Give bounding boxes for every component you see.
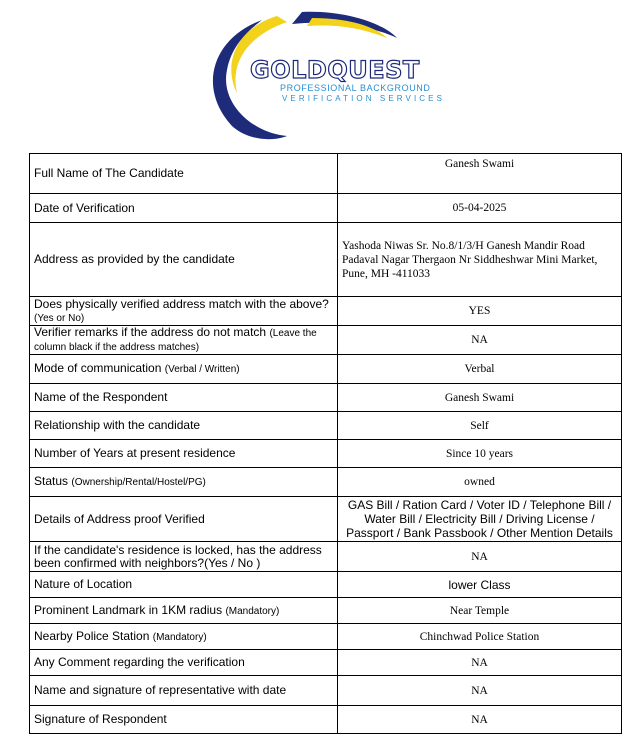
table-row (30, 412, 622, 440)
table-row (30, 194, 622, 223)
row-value: Near Temple (338, 598, 622, 624)
row-label-main: Mode of communication (34, 361, 162, 375)
table-row (30, 326, 622, 355)
table-row (30, 384, 622, 412)
row-label-note: (Mandatory) (152, 631, 207, 643)
row-label: Details of Address proof Verified (30, 497, 338, 542)
row-label (30, 326, 338, 355)
row-label: Number of Years at present residence (30, 440, 338, 468)
row-value: Ganesh Swami (338, 154, 622, 194)
table-row (30, 598, 622, 624)
row-value: NA (338, 542, 622, 572)
table-row (30, 706, 622, 734)
row-value: Since 10 years (338, 440, 622, 468)
row-value: lower Class (338, 572, 622, 598)
row-label-note: (Mandatory) (225, 605, 280, 617)
table-row (30, 650, 622, 676)
row-value: Yashoda Niwas Sr. No.8/1/3/H Ganesh Mandir Road Padaval Nagar Thergaon Nr Siddheshwar Mini Market, Pune, MH -411033 (338, 223, 622, 297)
row-label (30, 468, 338, 497)
table-row (30, 497, 622, 542)
row-label-main: Does physically verified address match with the above? (34, 296, 329, 311)
row-label-note: (Ownership/Rental/Hostel/PG) (71, 477, 206, 488)
company-logo (192, 8, 462, 144)
verification-table (29, 153, 622, 734)
row-label-main: Prominent Landmark in 1KM radius (34, 602, 223, 617)
logo-tagline-2: VERIFICATION SERVICES (282, 94, 446, 103)
row-value: NA (338, 706, 622, 734)
row-value: Chinchwad Police Station (338, 624, 622, 650)
table-row (30, 468, 622, 497)
row-value: YES (338, 297, 622, 326)
table-row (30, 355, 622, 384)
row-label-main: Nearby Police Station (34, 628, 150, 643)
row-label: Address as provided by the candidate (30, 223, 338, 297)
row-label-note: (Verbal / Written) (164, 364, 240, 375)
row-label: If the candidate's residence is locked, has the address been confirmed with neighbors?(Yes / No ) (30, 542, 338, 572)
table-row (30, 624, 622, 650)
row-value: NA (338, 676, 622, 706)
row-value: NA (338, 326, 622, 355)
table-row (30, 542, 622, 572)
row-value: NA (338, 650, 622, 676)
row-label-note: (Yes or No) (34, 312, 85, 324)
table-row (30, 440, 622, 468)
row-label-note: (Leave the column black if the address matches) (34, 328, 317, 353)
row-label-main: Status (34, 474, 69, 488)
row-label (30, 355, 338, 384)
row-label: Relationship with the candidate (30, 412, 338, 440)
row-value: Ganesh Swami (338, 384, 622, 412)
table-row (30, 572, 622, 598)
row-label: Full Name of The Candidate (30, 154, 338, 194)
row-value: GAS Bill / Ration Card / Voter ID / Telephone Bill / Water Bill / Electricity Bill / Driving License / Passport / Bank Passbook / Other Mention Details (338, 497, 622, 542)
row-label (30, 297, 338, 326)
table-row (30, 223, 622, 297)
row-label: Date of Verification (30, 194, 338, 223)
row-value: owned (338, 468, 622, 497)
logo-wordmark: GOLDQUEST (250, 56, 420, 84)
row-label: Name and signature of representative with date (30, 676, 338, 706)
row-value: 05-04-2025 (338, 194, 622, 223)
row-label: Any Comment regarding the verification (30, 650, 338, 676)
row-label: Name of the Respondent (30, 384, 338, 412)
row-label (30, 624, 338, 650)
row-label: Signature of Respondent (30, 706, 338, 734)
table-row (30, 676, 622, 706)
row-value: Self (338, 412, 622, 440)
row-label (30, 598, 338, 624)
row-value: Verbal (338, 355, 622, 384)
row-label-main: Verifier remarks if the address do not match (34, 325, 267, 339)
row-label: Nature of Location (30, 572, 338, 598)
table-row (30, 154, 622, 194)
logo-tagline-1: PROFESSIONAL BACKGROUND (280, 83, 431, 93)
table-row (30, 297, 622, 326)
